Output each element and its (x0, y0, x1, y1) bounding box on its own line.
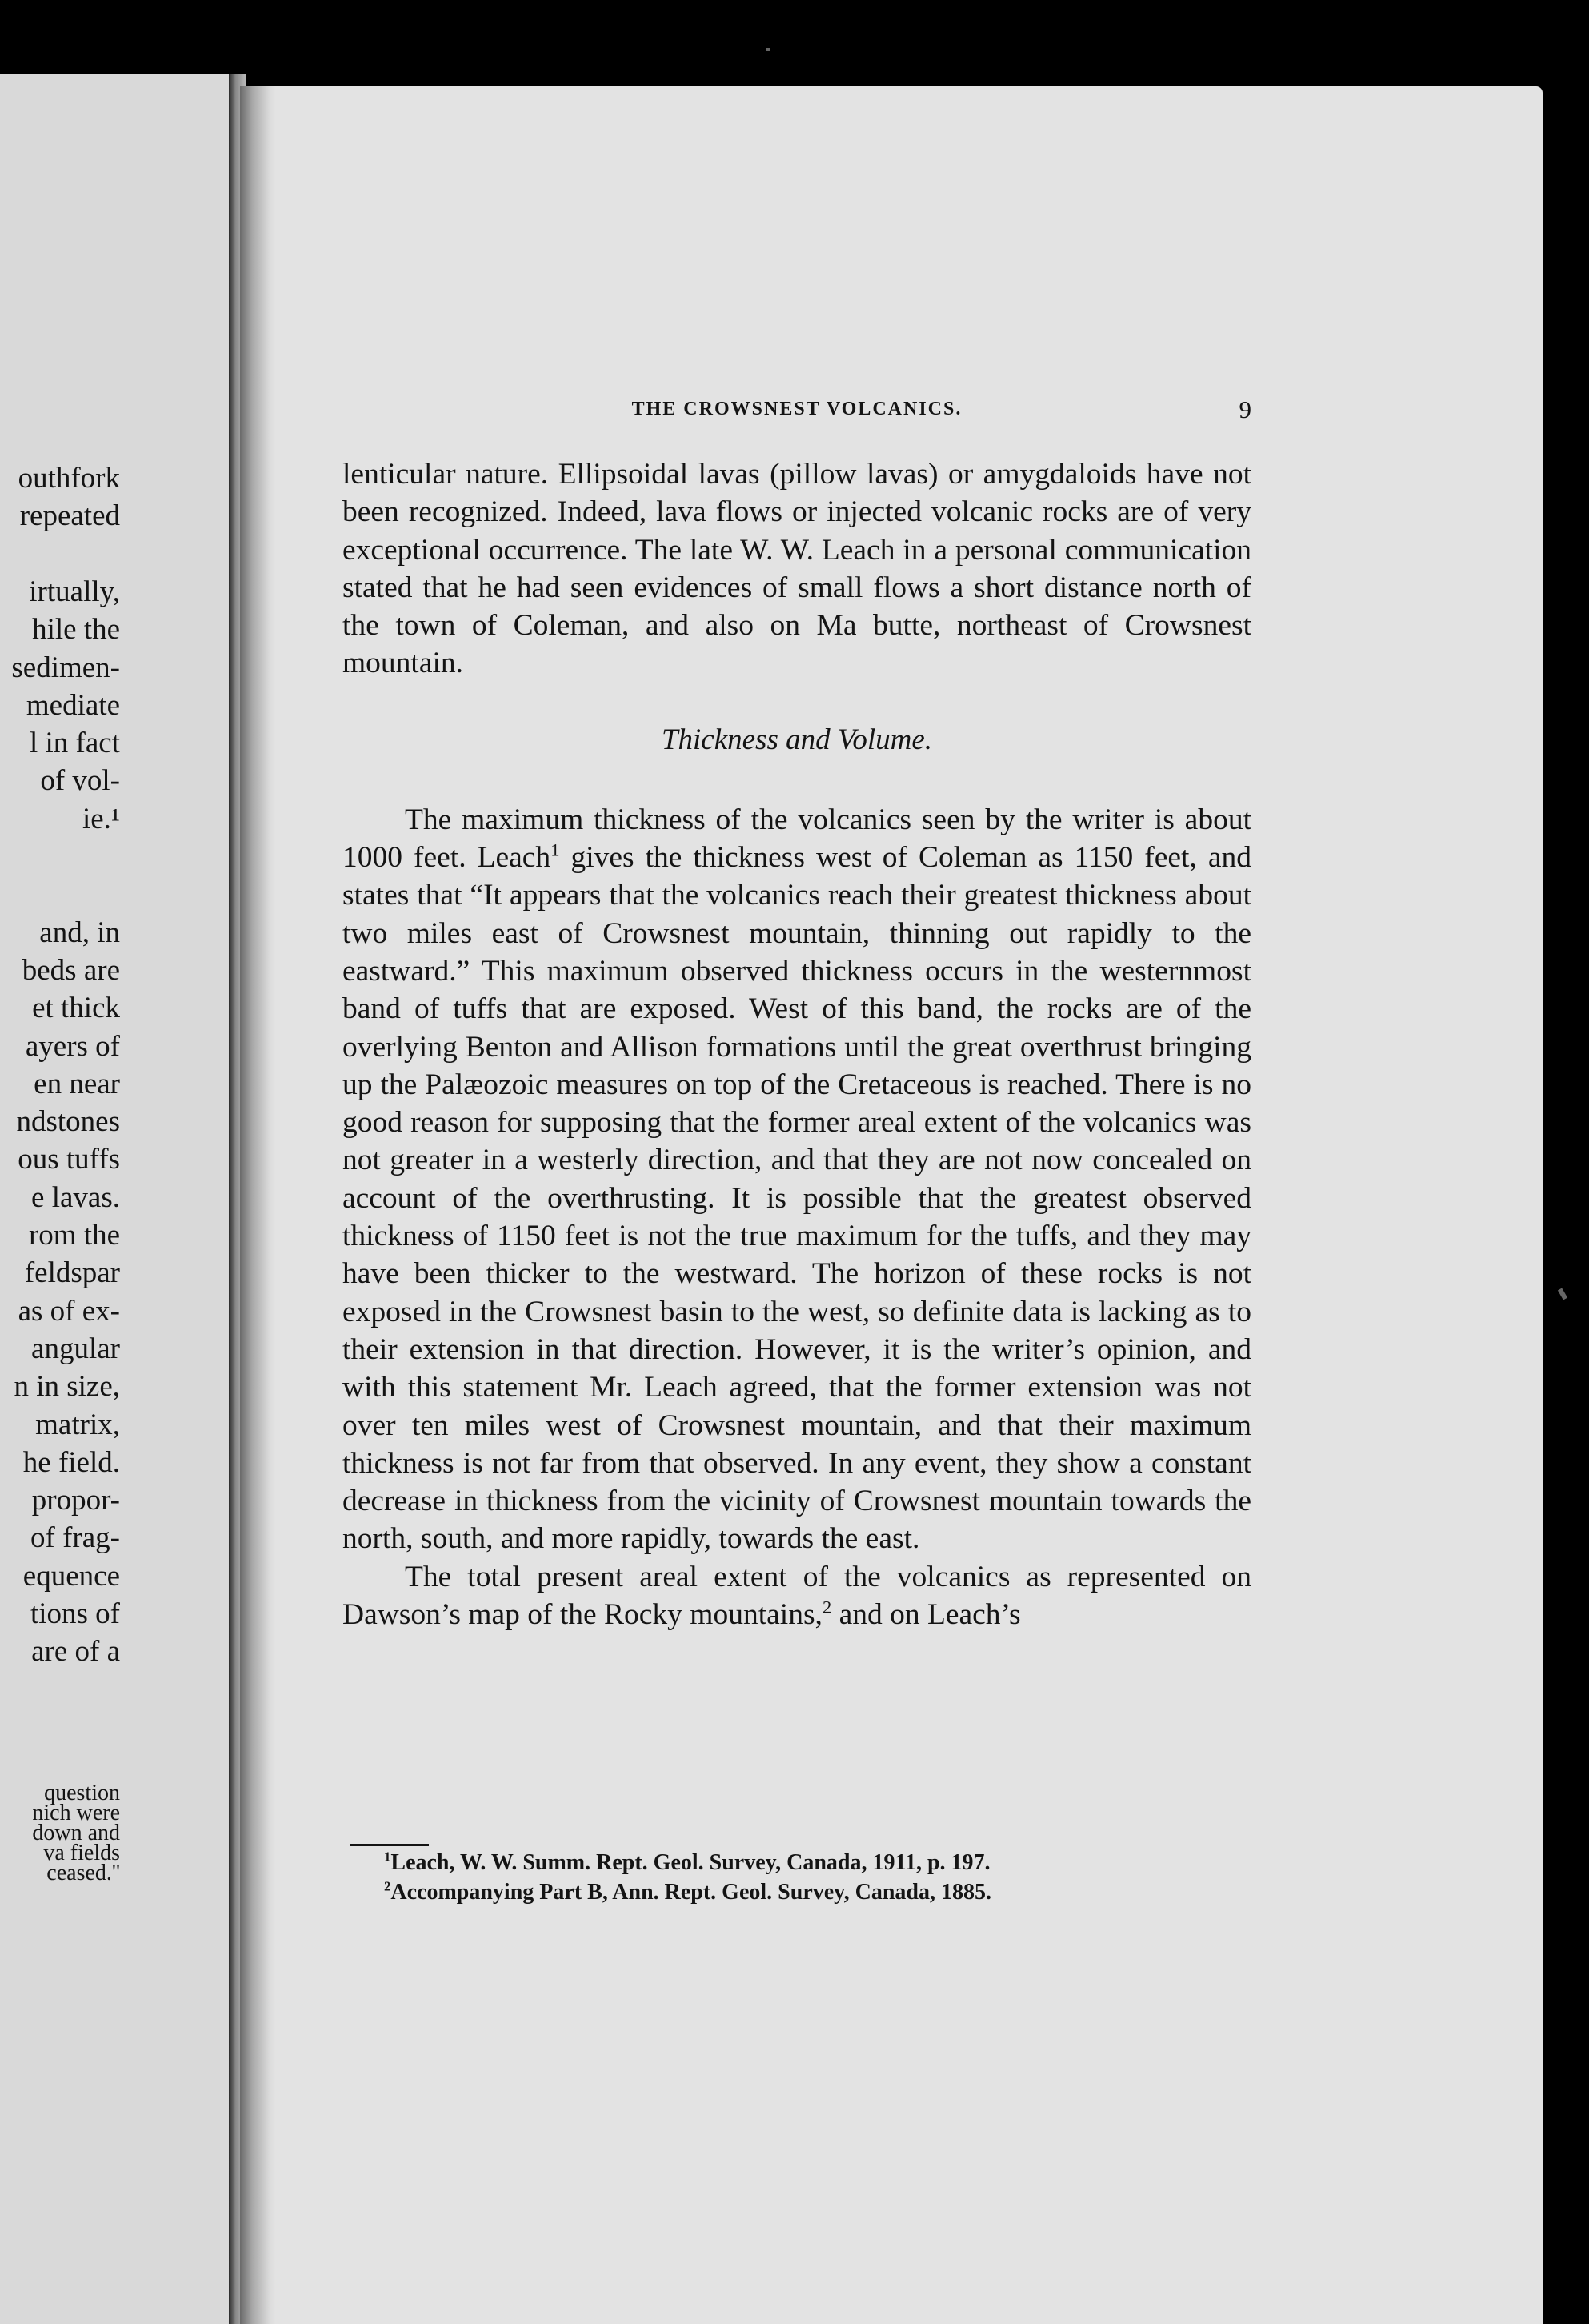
left-page-line: are of a (31, 1635, 120, 1669)
left-page-line: of vol- (40, 764, 120, 798)
footnote-2-text: Accompanying Part B, Ann. Rept. Geol. Survey, Canada, 1885. (390, 1880, 991, 1905)
page-gutter (240, 86, 275, 2324)
left-page-line: repeated (19, 499, 120, 533)
left-page-line: e lavas. (31, 1180, 120, 1214)
left-page-line: feldspar (24, 1256, 120, 1290)
left-page-line: hile the (32, 613, 120, 647)
left-facing-page (0, 74, 240, 2324)
running-head: THE CROWSNEST VOLCANICS. (631, 399, 963, 419)
footnote-rule (350, 1844, 429, 1846)
footnote-2 (384, 1877, 1248, 1907)
left-page-line: he field. (22, 1445, 120, 1479)
left-page-footnote-line: down and (32, 1821, 120, 1845)
left-page-line: matrix, (35, 1408, 120, 1441)
left-page-line: n in size, (14, 1370, 120, 1404)
footnote-2-marker: 2 (384, 1878, 391, 1894)
page-number: 9 (1239, 395, 1251, 423)
left-page-line: propor- (31, 1484, 120, 1517)
paragraph-2 (342, 801, 1251, 1558)
paragraph-3-part-2: and on Leach’s (831, 1598, 1021, 1632)
left-page-line: et thick (32, 992, 120, 1025)
left-page-line: ayers of (25, 1029, 120, 1063)
footnote-1 (384, 1848, 1248, 1877)
scan-speck (766, 48, 770, 51)
left-page-line: beds are (22, 953, 120, 987)
left-page-line: l in fact (29, 727, 120, 760)
footnote-ref-1: 1 (550, 839, 560, 860)
footnote-1-marker: 1 (384, 1849, 391, 1865)
left-page-line: outhfork (18, 462, 120, 495)
left-page-line: of frag- (30, 1521, 120, 1555)
paragraph-3 (342, 1558, 1251, 1634)
body-text (342, 455, 1251, 1633)
paragraph-1: lenticular nature. Ellipsoidal lavas (pillow lavas) or amygdaloids have not been recognized. Indeed, lava flows or injected volcanic rocks are of very exceptional occurrence. The late W. W. Leach in a personal communication stated that he had seen evidences of small flows a short distance north of the town of Coleman, and also on Ma butte, northeast of Crowsnest mountain. (342, 458, 1251, 680)
scan-speck (1558, 1288, 1567, 1300)
left-page-line: and, in (39, 916, 120, 949)
left-page-footnote-line: va fields (43, 1841, 120, 1865)
left-page-line: ous tuffs (18, 1143, 120, 1176)
left-page-footnote-line: ceased.'' (46, 1861, 120, 1885)
left-page-line: angular (31, 1332, 120, 1365)
footnote-1-text: Leach, W. W. Summ. Rept. Geol. Survey, Canada, 1911, p. 197. (390, 1850, 991, 1875)
left-page-line: mediate (26, 688, 120, 722)
left-page-line: rom the (28, 1219, 120, 1252)
left-page-line: equence (22, 1559, 120, 1593)
left-page-line: ndstones (16, 1105, 120, 1139)
paragraph-2-part-2: gives the thickness west of Coleman as 1150 feet, and states that “It appears that the volcanics reach their greatest thickness about two miles east of Crowsnest mountain, thinning out rapidly to the eastward.” This maximum observed thickness occurs in the westernmost band of tuffs that are exposed. West of this band, the rocks are of the overlying Benton and Allison formations until the great overthrust bringing up the Palæozoic measures on top of the Cretaceous is reached. There is no good reason for supposing that the former areal extent of the volcanics was not greater in a westerly direction, and that they are not now concealed on account of the overthrusting. It is possible that the greatest observed thickness of 1150 feet is not the true maximum for the tuffs, and they may have been thicker to the westward. The horizon of these rocks is not exposed in the Crowsnest basin to the west, so definite data is lacking as to their extension in that direction. However, it is the writer’s opinion, and with this statement Mr. Leach agreed, that the former extension was not over ten miles west of Crowsnest mountain, and that their maximum thickness is not far from that observed. In any event, they show a constant decrease in thickness from the vicinity of Crowsnest mountain towards the north, south, and more rapidly, towards the east. (342, 841, 1251, 1556)
section-heading: Thickness and Volume. (661, 723, 933, 756)
footnotes (384, 1848, 1248, 1907)
left-page-line: sedimen- (11, 651, 120, 684)
footnote-ref-2: 2 (822, 1597, 832, 1617)
left-page-footnote-line: question (44, 1781, 120, 1805)
left-page-line: en near (34, 1067, 120, 1100)
left-page-line: ie.¹ (82, 802, 120, 835)
left-page-line: tions of (30, 1597, 120, 1630)
paragraph-2-part-1: The maximum thickness of the volcanics seen by the writer is about 1000 feet. Leach (342, 803, 1251, 875)
page-header (342, 395, 1251, 427)
left-page-footnote-line: nich were (32, 1801, 120, 1825)
left-page-line: as of ex- (18, 1294, 120, 1328)
paragraph-3-part-1: The total present areal extent of the volcanics as represented on Dawson’s map of the Rocky mountains, (342, 1560, 1251, 1632)
left-page-line: irtually, (29, 575, 120, 608)
